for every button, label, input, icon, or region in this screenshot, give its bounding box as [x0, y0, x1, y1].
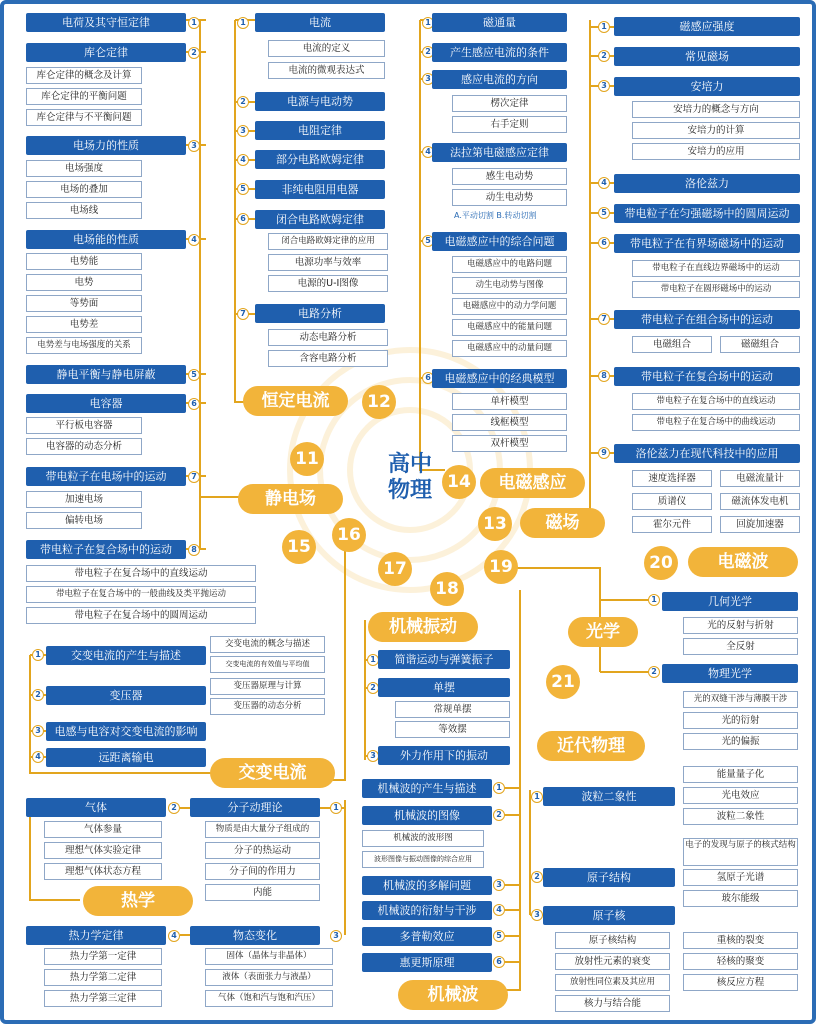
mo-topic-3[interactable]: 外力作用下的振动 — [378, 746, 510, 765]
mp-num-1: 1 — [531, 791, 543, 803]
mw-topic-2[interactable]: 机械波的图像 — [362, 806, 492, 825]
th-topic-2[interactable]: 分子动理论 — [190, 798, 320, 817]
cc-num-3: 3 — [237, 125, 249, 137]
cc-num-2: 2 — [237, 96, 249, 108]
mp-item-3b-3[interactable]: 核反应方程 — [683, 974, 798, 991]
mf-topic-4[interactable]: 洛伦兹力 — [614, 174, 800, 193]
ei-num-6: 6 — [422, 372, 434, 384]
cc-topic-2[interactable]: 电源与电动势 — [255, 92, 385, 111]
th-item-1-3[interactable]: 理想气体状态方程 — [44, 863, 162, 880]
es-topic-3[interactable]: 电场力的性质 — [26, 136, 186, 155]
mf-item-3-3[interactable]: 安培力的应用 — [632, 143, 800, 160]
es-topic-6[interactable]: 电容器 — [26, 394, 186, 413]
cc-num-6: 6 — [237, 213, 249, 225]
banner-thermo[interactable]: 热学 — [83, 886, 193, 916]
th-item-2-4[interactable]: 内能 — [205, 884, 320, 901]
mo-topic-1[interactable]: 简谐运动与弹簧振子 — [378, 650, 510, 669]
circle-12: 12 — [362, 385, 396, 419]
ei-num-1: 1 — [422, 17, 434, 29]
mw-num-5: 5 — [493, 930, 505, 942]
es-item-7-2[interactable]: 偏转电场 — [26, 512, 142, 529]
ei-num-3: 3 — [422, 73, 434, 85]
mf-item-3-1[interactable]: 安培力的概念与方向 — [632, 101, 800, 118]
th-item-4-3[interactable]: 气体（饱和汽与饱和汽压） — [205, 990, 333, 1007]
cc-num-7: 7 — [237, 308, 249, 320]
ei-item-3-2[interactable]: 右手定则 — [452, 116, 567, 133]
banner-electrostatic[interactable]: 静电场 — [238, 484, 343, 514]
ei-topic-2[interactable]: 产生感应电流的条件 — [432, 43, 567, 62]
mp-item-1-2[interactable]: 光电效应 — [683, 787, 798, 804]
cc-topic-7[interactable]: 电路分析 — [255, 304, 385, 323]
ei-item-6-1[interactable]: 单杆模型 — [452, 393, 567, 410]
es-item-4-3[interactable]: 等势面 — [26, 295, 142, 312]
ei-item-4-1[interactable]: 感生电动势 — [452, 168, 567, 185]
es-item-6-1[interactable]: 平行板电容器 — [26, 417, 142, 434]
mf-topic-9[interactable]: 洛伦兹力在现代科技中的应用 — [614, 444, 800, 463]
th-num-4: 3 — [330, 930, 342, 942]
es-num-4: 4 — [188, 234, 200, 246]
mp-topic-1[interactable]: 波粒二象性 — [543, 787, 675, 806]
es-topic-5[interactable]: 静电平衡与静电屏蔽 — [26, 365, 186, 384]
mf-item-9-5[interactable]: 霍尔元件 — [632, 516, 712, 533]
mp-item-2-3[interactable]: 玻尔能级 — [683, 890, 798, 907]
cc-topic-3[interactable]: 电阻定律 — [255, 121, 385, 140]
cc-item-7-2[interactable]: 含容电路分析 — [268, 350, 388, 367]
ac-num-1: 1 — [32, 649, 44, 661]
es-num-5: 5 — [188, 369, 200, 381]
ei-item-5-2[interactable]: 动生电动势与图像 — [452, 277, 567, 294]
mf-item-8-2[interactable]: 带电粒子在复合场中的曲线运动 — [632, 414, 800, 431]
mf-num-8: 8 — [598, 370, 610, 382]
ei-item-6-2[interactable]: 线框模型 — [452, 414, 567, 431]
ei-item-6-3[interactable]: 双杆模型 — [452, 435, 567, 452]
circle-16: 16 — [332, 518, 366, 552]
mw-item-2-2[interactable]: 波形图像与振动图像的综合应用 — [362, 851, 484, 868]
cc-item-6-3[interactable]: 电源的U-I图像 — [268, 275, 388, 292]
th-item-3-1[interactable]: 热力学第一定律 — [44, 948, 162, 965]
op-item-2-2[interactable]: 光的衍射 — [683, 712, 798, 729]
es-item-3-1[interactable]: 电场强度 — [26, 160, 142, 177]
th-num-1: 2 — [168, 802, 180, 814]
ac-topic-3[interactable]: 电感与电容对交变电流的影响 — [46, 722, 206, 741]
ei-item-5-1[interactable]: 电磁感应中的电路问题 — [452, 256, 567, 273]
mp-num-2: 2 — [531, 871, 543, 883]
mf-item-9-6[interactable]: 回旋加速器 — [720, 516, 800, 533]
mf-topic-8[interactable]: 带电粒子在复合场中的运动 — [614, 367, 800, 386]
ac-topic-2[interactable]: 变压器 — [46, 686, 206, 705]
th-topic-4[interactable]: 物态变化 — [190, 926, 320, 945]
mf-item-9-4[interactable]: 磁流体发电机 — [720, 493, 800, 510]
banner-constant-current[interactable]: 恒定电流 — [243, 386, 348, 416]
es-num-7: 7 — [188, 471, 200, 483]
mw-topic-5[interactable]: 多普勒效应 — [362, 927, 492, 946]
th-item-4-2[interactable]: 液体（表面张力与液晶） — [205, 969, 333, 986]
mw-num-3: 3 — [493, 879, 505, 891]
th-item-2-1[interactable]: 物质是由大量分子组成的 — [205, 821, 320, 838]
es-num-3: 3 — [188, 140, 200, 152]
mf-topic-7[interactable]: 带电粒子在组合场中的运动 — [614, 310, 800, 329]
op-topic-1[interactable]: 几何光学 — [662, 592, 798, 611]
th-topic-3[interactable]: 热力学定律 — [26, 926, 166, 945]
mp-item-3a-1[interactable]: 原子核结构 — [555, 932, 670, 949]
ei-num-2: 2 — [422, 46, 434, 58]
es-item-3-3[interactable]: 电场线 — [26, 202, 142, 219]
ac-num-3: 3 — [32, 725, 44, 737]
mw-topic-1[interactable]: 机械波的产生与描述 — [362, 779, 492, 798]
mw-topic-3[interactable]: 机械波的多解问题 — [362, 876, 492, 895]
op-num-1: 1 — [648, 594, 660, 606]
ac-topic-4[interactable]: 远距离输电 — [46, 748, 206, 767]
circle-11: 11 — [290, 442, 324, 476]
mp-item-1-3[interactable]: 波粒二象性 — [683, 808, 798, 825]
mf-num-4: 4 — [598, 177, 610, 189]
cc-num-4: 4 — [237, 154, 249, 166]
th-num-3: 4 — [168, 930, 180, 942]
mo-num-1: 1 — [367, 654, 379, 666]
th-item-4-1[interactable]: 固体（晶体与非晶体） — [205, 948, 333, 965]
es-item-8-3[interactable]: 带电粒子在复合场中的圆周运动 — [26, 607, 256, 624]
ei-item-5-5[interactable]: 电磁感应中的动量问题 — [452, 340, 567, 357]
es-topic-1[interactable]: 电荷及其守恒定律 — [26, 13, 186, 32]
th-item-3-3[interactable]: 热力学第三定律 — [44, 990, 162, 1007]
banner-ac-current[interactable]: 交变电流 — [210, 758, 335, 788]
banner-modern-physics[interactable]: 近代物理 — [537, 731, 645, 761]
banner-induction[interactable]: 电磁感应 — [480, 468, 585, 498]
ei-item-3-1[interactable]: 楞次定律 — [452, 95, 567, 112]
mf-num-5: 5 — [598, 207, 610, 219]
op-item-1-2[interactable]: 全反射 — [683, 638, 798, 655]
mf-item-7-1[interactable]: 电磁组合 — [632, 336, 712, 353]
ei-topic-5[interactable]: 电磁感应中的综合问题 — [432, 232, 567, 251]
circle-19: 19 — [484, 550, 518, 584]
mp-item-3a-3[interactable]: 放射性同位素及其应用 — [555, 974, 670, 991]
mw-num-1: 1 — [493, 782, 505, 794]
es-num-2: 2 — [188, 47, 200, 59]
th-item-1-1[interactable]: 气体参量 — [44, 821, 162, 838]
mp-item-3b-1[interactable]: 重核的裂变 — [683, 932, 798, 949]
op-topic-2[interactable]: 物理光学 — [662, 664, 798, 683]
mw-topic-6[interactable]: 惠更斯原理 — [362, 953, 492, 972]
mf-num-9: 9 — [598, 447, 610, 459]
es-topic-8[interactable]: 带电粒子在复合场中的运动 — [26, 540, 186, 559]
cc-topic-1[interactable]: 电流 — [255, 13, 385, 32]
mf-topic-2[interactable]: 常见磁场 — [614, 47, 800, 66]
ac-item-2-1[interactable]: 变压器原理与计算 — [210, 678, 325, 695]
center-title: 高中 物理 — [387, 452, 432, 503]
cc-item-6-1[interactable]: 闭合电路欧姆定律的应用 — [268, 233, 388, 250]
mf-num-3: 3 — [598, 80, 610, 92]
mp-item-3a-4[interactable]: 核力与结合能 — [555, 995, 670, 1012]
th-item-2-2[interactable]: 分子的热运动 — [205, 842, 320, 859]
cc-num-1: 1 — [237, 17, 249, 29]
banner-magnetic-field[interactable]: 磁场 — [520, 508, 605, 538]
mf-item-9-1[interactable]: 速度选择器 — [632, 470, 712, 487]
ei-topic-6[interactable]: 电磁感应中的经典模型 — [432, 369, 567, 388]
cc-topic-6[interactable]: 闭合电路欧姆定律 — [255, 210, 385, 229]
mf-item-8-1[interactable]: 带电粒子在复合场中的直线运动 — [632, 393, 800, 410]
mo-topic-2[interactable]: 单摆 — [378, 678, 510, 697]
es-item-4-2[interactable]: 电势 — [26, 274, 142, 291]
es-item-2-1[interactable]: 库仑定律的概念及计算 — [26, 67, 142, 84]
es-item-2-3[interactable]: 库仑定律与不平衡问题 — [26, 109, 142, 126]
mp-num-3: 3 — [531, 909, 543, 921]
mf-item-6-2[interactable]: 带电粒子在圆形磁场中的运动 — [632, 281, 800, 298]
mf-item-6-1[interactable]: 带电粒子在直线边界磁场中的运动 — [632, 260, 800, 277]
op-item-2-1[interactable]: 光的双缝干涉与薄膜干涉 — [683, 691, 798, 708]
op-num-2: 2 — [648, 666, 660, 678]
ac-num-4: 4 — [32, 751, 44, 763]
banner-optics[interactable]: 光学 — [568, 617, 638, 647]
cc-topic-5[interactable]: 非纯电阻用电器 — [255, 180, 385, 199]
es-topic-2[interactable]: 库仑定律 — [26, 43, 186, 62]
ei-item-4-2[interactable]: 动生电动势 — [452, 189, 567, 206]
ac-item-1-2[interactable]: 交变电流的有效值与平均值 — [210, 656, 325, 673]
banner-oscillation[interactable]: 机械振动 — [368, 612, 478, 642]
ac-item-2-2[interactable]: 变压器的动态分析 — [210, 698, 325, 715]
mo-item-2-1[interactable]: 常规单摆 — [395, 701, 510, 718]
cc-item-6-2[interactable]: 电源功率与效率 — [268, 254, 388, 271]
circle-15: 15 — [282, 530, 316, 564]
th-item-2-3[interactable]: 分子间的作用力 — [205, 863, 320, 880]
banner-em-wave[interactable]: 电磁波 — [688, 547, 798, 577]
th-topic-1[interactable]: 气体 — [26, 798, 166, 817]
mf-topic-1[interactable]: 磁感应强度 — [614, 17, 800, 36]
mo-num-2: 2 — [367, 682, 379, 694]
circle-20: 20 — [644, 546, 678, 580]
es-num-1: 1 — [188, 17, 200, 29]
mo-num-3: 3 — [367, 750, 379, 762]
circle-18: 18 — [430, 572, 464, 606]
es-item-3-2[interactable]: 电场的叠加 — [26, 181, 142, 198]
es-item-8-1[interactable]: 带电粒子在复合场中的直线运动 — [26, 565, 256, 582]
ei-item-5-4[interactable]: 电磁感应中的能量问题 — [452, 319, 567, 336]
mw-num-4: 4 — [493, 904, 505, 916]
op-item-2-3[interactable]: 光的偏振 — [683, 733, 798, 750]
ei-note: A.平动切割 B.转动切割 — [454, 211, 537, 220]
es-item-6-2[interactable]: 电容器的动态分析 — [26, 438, 142, 455]
mp-topic-2[interactable]: 原子结构 — [543, 868, 675, 887]
mf-topic-3[interactable]: 安培力 — [614, 77, 800, 96]
es-num-6: 6 — [188, 398, 200, 410]
es-item-4-1[interactable]: 电势能 — [26, 253, 142, 270]
mp-topic-3[interactable]: 原子核 — [543, 906, 675, 925]
mf-item-9-2[interactable]: 电磁流量计 — [720, 470, 800, 487]
es-num-8: 8 — [188, 544, 200, 556]
ei-num-4: 4 — [422, 146, 434, 158]
ei-topic-3[interactable]: 感应电流的方向 — [432, 70, 567, 89]
mp-item-3b-2[interactable]: 轻核的聚变 — [683, 953, 798, 970]
mf-num-2: 2 — [598, 50, 610, 62]
ei-topic-4[interactable]: 法拉第电磁感应定律 — [432, 143, 567, 162]
mf-item-7-2[interactable]: 磁磁组合 — [720, 336, 800, 353]
cc-item-1-1[interactable]: 电流的定义 — [268, 40, 385, 57]
mw-topic-4[interactable]: 机械波的衍射与干涉 — [362, 901, 492, 920]
th-item-1-2[interactable]: 理想气体实验定律 — [44, 842, 162, 859]
banner-mech-wave[interactable]: 机械波 — [398, 980, 508, 1010]
circle-17: 17 — [378, 552, 412, 586]
es-item-4-4[interactable]: 电势差 — [26, 316, 142, 333]
mf-num-7: 7 — [598, 313, 610, 325]
mp-item-1-1[interactable]: 能量量子化 — [683, 766, 798, 783]
mw-item-2-1[interactable]: 机械波的波形图 — [362, 830, 484, 847]
mf-item-3-2[interactable]: 安培力的计算 — [632, 122, 800, 139]
mo-item-2-2[interactable]: 等效摆 — [395, 721, 510, 738]
es-item-4-5[interactable]: 电势差与电场强度的关系 — [26, 337, 142, 354]
es-item-2-2[interactable]: 库仑定律的平衡问题 — [26, 88, 142, 105]
cc-num-5: 5 — [237, 183, 249, 195]
mw-num-6: 6 — [493, 956, 505, 968]
mp-item-2-2[interactable]: 氢原子光谱 — [683, 869, 798, 886]
circle-13: 13 — [478, 507, 512, 541]
ac-topic-1[interactable]: 交变电流的产生与描述 — [46, 646, 206, 665]
es-topic-4[interactable]: 电场能的性质 — [26, 230, 186, 249]
cc-item-7-1[interactable]: 动态电路分析 — [268, 329, 388, 346]
ei-item-5-3[interactable]: 电磁感应中的动力学问题 — [452, 298, 567, 315]
op-item-1-1[interactable]: 光的反射与折射 — [683, 617, 798, 634]
es-item-7-1[interactable]: 加速电场 — [26, 491, 142, 508]
th-num-2: 1 — [330, 802, 342, 814]
mf-topic-6[interactable]: 带电粒子在有界场磁场中的运动 — [614, 234, 800, 253]
circle-21: 21 — [546, 665, 580, 699]
ac-num-2: 2 — [32, 689, 44, 701]
mp-item-2-1[interactable]: 电子的发现与原子的核式结构 — [683, 838, 798, 866]
mf-num-1: 1 — [598, 21, 610, 33]
cc-topic-4[interactable]: 部分电路欧姆定律 — [255, 150, 385, 169]
mp-item-3a-2[interactable]: 放射性元素的衰变 — [555, 953, 670, 970]
cc-item-1-2[interactable]: 电流的微观表达式 — [268, 62, 385, 79]
mf-item-9-3[interactable]: 质谱仪 — [632, 493, 712, 510]
es-topic-7[interactable]: 带电粒子在电场中的运动 — [26, 467, 186, 486]
ei-num-5: 5 — [422, 235, 434, 247]
mf-topic-5[interactable]: 带电粒子在匀强磁场中的圆周运动 — [614, 204, 800, 223]
mw-num-2: 2 — [493, 809, 505, 821]
ei-topic-1[interactable]: 磁通量 — [432, 13, 567, 32]
circle-14: 14 — [442, 465, 476, 499]
es-item-8-2[interactable]: 带电粒子在复合场中的一般曲线及类平抛运动 — [26, 586, 256, 603]
th-item-3-2[interactable]: 热力学第二定律 — [44, 969, 162, 986]
mf-num-6: 6 — [598, 237, 610, 249]
ac-item-1-1[interactable]: 交变电流的概念与描述 — [210, 636, 325, 653]
